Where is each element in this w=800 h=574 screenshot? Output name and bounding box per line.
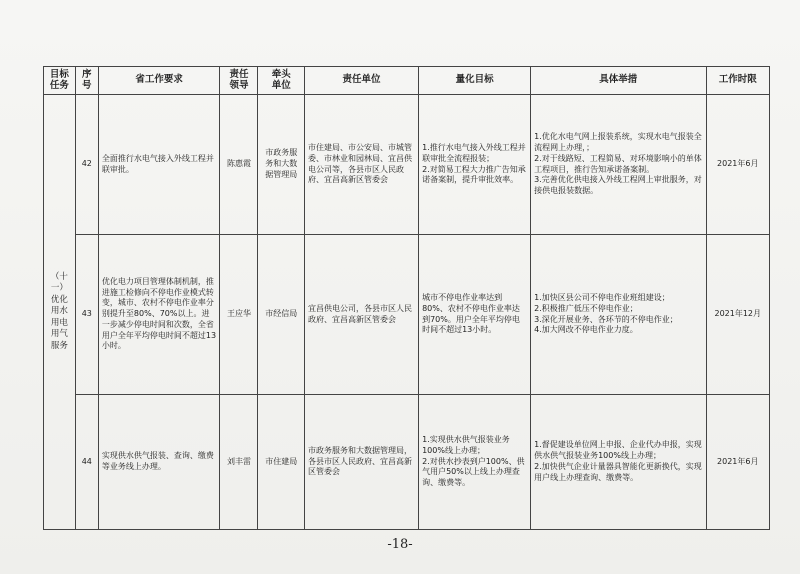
table-row (44, 95, 770, 235)
provincial-req-cell: 全面推行水电气接入外线工程并联审批。 (98, 95, 220, 235)
header-resp-units: 责任单位 (304, 67, 418, 95)
measures-cell: 1.加快区县公司不停电作业班组建设； 2.积极推广低压不停电作业； 3.深化开展业务、各环节的不停电作业； 4.加大网改不停电作业力度。 (531, 235, 706, 395)
table-row (44, 235, 770, 395)
header-measures: 具体举措 (531, 67, 706, 95)
header-row (44, 67, 770, 95)
provincial-req-cell: 实现供水供气报装、查询、缴费等业务线上办理。 (98, 395, 220, 530)
header-seq: 序 号 (75, 67, 98, 95)
header-resp-leader: 责任 领导 (220, 67, 258, 95)
header-target-task: 目标 任务 (44, 67, 76, 95)
resp-units-cell: 宜昌供电公司，各县市区人民政府、宜昌高新区管委会 (304, 235, 418, 395)
table-row (44, 395, 770, 530)
seq-cell: 44 (75, 395, 98, 530)
header-quant-target: 量化目标 (419, 67, 531, 95)
work-task-table (43, 66, 770, 530)
deadline-cell: 2021年6月 (706, 95, 769, 235)
header-deadline: 工作时限 (706, 67, 769, 95)
resp-units-cell: 市政务服务和大数据管理局，各县市区人民政府、宜昌高新区管委会 (304, 395, 418, 530)
seq-cell: 42 (75, 95, 98, 235)
quant-target-cell: 1.推行水电气接入外线工程并联审批全流程报装； 2.对简易工程大力推广告知承诺备案制，提升审批效率。 (419, 95, 531, 235)
quant-target-cell: 城市不停电作业率达到80%、农村不停电作业率达到70%。用户全年平均停电时间不超过13小时。 (419, 235, 531, 395)
lead-unit-cell: 市政务服务和大数据管理局 (258, 95, 304, 235)
lead-unit-cell: 市经信局 (258, 235, 304, 395)
deadline-cell: 2021年12月 (706, 235, 769, 395)
resp-leader-cell: 陈惠霞 (220, 95, 258, 235)
resp-leader-cell: 王应华 (220, 235, 258, 395)
target-task-cell: （十一）优化用水用电用气服务 (44, 95, 76, 530)
provincial-req-cell: 优化电力项目管理体制机制，推进施工检修向不停电作业模式转变，城市、农村不停电作业率分别提升至80%、70%以上。进一步减少停电时间和次数，全省用户全年平均停电时间不超过13小时。 (98, 235, 220, 395)
header-provincial-req: 省工作要求 (98, 67, 220, 95)
resp-units-cell: 市住建局、市公安局、市城管委、市林业和园林局、宜昌供电公司等，各县市区人民政府、宜昌高新区管委会 (304, 95, 418, 235)
deadline-cell: 2021年6月 (706, 395, 769, 530)
page-number: -18- (387, 537, 413, 552)
seq-cell: 43 (75, 235, 98, 395)
measures-cell: 1.督促建设单位网上申报、企业代办申报，实现供水供气报装业务100%线上办理； 2.加快供气企业计量器具智能化更新换代，实现用户线上办理查询、缴费等。 (531, 395, 706, 530)
lead-unit-cell: 市住建局 (258, 395, 304, 530)
resp-leader-cell: 刘丰雷 (220, 395, 258, 530)
measures-cell: 1.优化水电气网上报装系统，实现水电气报装全流程网上办理，； 2.对于线路短、工程简易、对环境影响小的单体工程项目，推行告知承诺备案制。 3.完善优化供电接入外线工程网上审批服务，对接供电报装数据。 (531, 95, 706, 235)
header-lead-unit: 牵头 单位 (258, 67, 304, 95)
quant-target-cell: 1.实现供水供气报装业务100%线上办理； 2.对供水抄表到户100%、供气用户50%以上线上办理查询、缴费等。 (419, 395, 531, 530)
